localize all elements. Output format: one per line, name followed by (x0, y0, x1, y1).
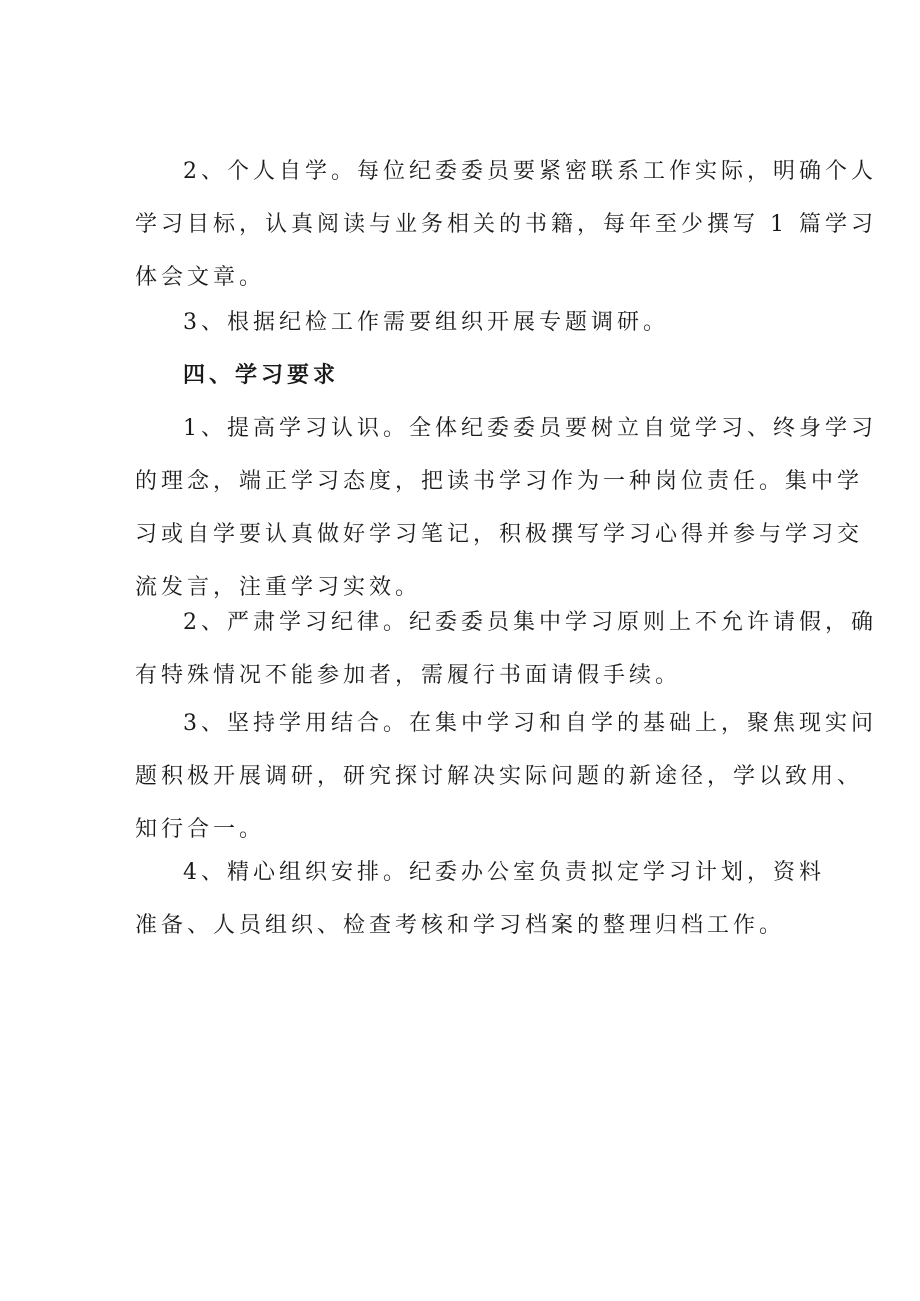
paragraph-line: 习或自学要认真做好学习笔记，积极撰写学习心得并参与学习交 (135, 522, 864, 547)
paragraph-line: 题积极开展调研，研究探讨解决实际问题的新途径，学以致用、 (135, 764, 864, 789)
requirement-discipline (135, 596, 877, 702)
paragraph-line: 准备、人员组织、检查考核和学习档案的整理归档工作。 (135, 913, 786, 938)
paragraph-line: 2、个人自学。每位纪委委员要紧密联系工作实际，明确个人 (183, 159, 877, 184)
section-heading: 四、学习要求 (183, 363, 340, 388)
paragraph-line: 4、精心组织安排。纪委办公室负责拟定学习计划，资料 (183, 860, 825, 885)
paragraph-line: 3、根据纪检工作需要组织开展专题调研。 (183, 310, 669, 335)
paragraph-self-study (135, 145, 877, 304)
requirement-awareness (135, 402, 877, 614)
paragraph-line: 有特殊情况不能参加者，需履行书面请假手续。 (135, 663, 682, 688)
paragraph-line: 流发言，注重学习实效。 (135, 575, 422, 600)
paragraph-line: 1、提高学习认识。全体纪委委员要树立自觉学习、终身学习 (183, 416, 877, 441)
requirement-application (135, 697, 877, 856)
paragraph-line: 3、坚持学用结合。在集中学习和自学的基础上，聚焦现实问 (183, 711, 877, 736)
requirement-organization (135, 846, 825, 952)
paragraph-line: 的理念，端正学习态度，把读书学习作为一种岗位责任。集中学 (135, 469, 864, 494)
paragraph-line: 学习目标，认真阅读与业务相关的书籍，每年至少撰写 1 篇学习 (135, 212, 877, 237)
paragraph-research (135, 296, 787, 349)
paragraph-line: 知行合一。 (135, 817, 266, 842)
paragraph-line: 体会文章。 (135, 265, 266, 290)
paragraph-line: 2、严肃学习纪律。纪委委员集中学习原则上不允许请假，确 (183, 610, 877, 635)
